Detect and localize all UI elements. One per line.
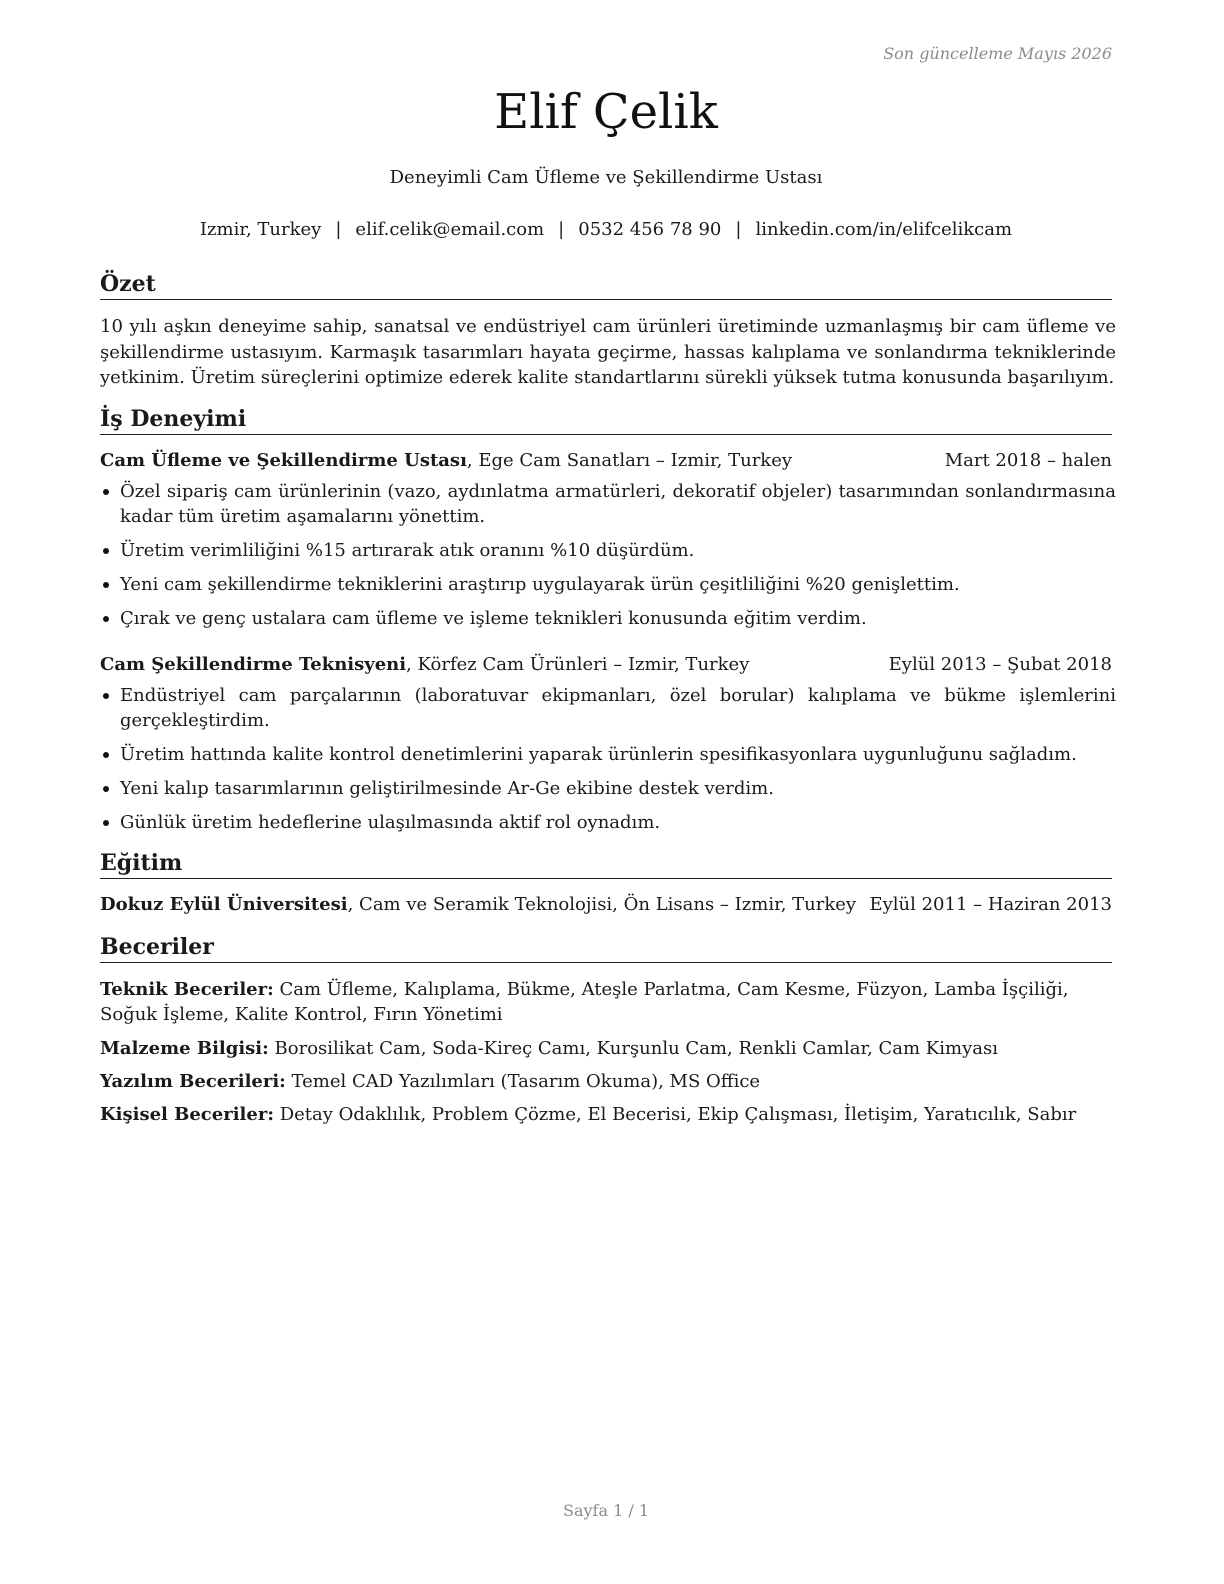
list-item: Üretim hattında kalite kontrol denetimlerini yaparak ürünlerin spesifikasyonlara uygunluğunu sağladım.: [100, 742, 1116, 767]
contact-email[interactable]: elif.celik@email.com: [355, 219, 545, 240]
skill-group: [100, 1069, 1116, 1094]
skill-group: [100, 1036, 1116, 1061]
contact-separator: |: [735, 219, 742, 240]
contact-phone: 0532 456 78 90: [578, 219, 722, 240]
skill-label: Yazılım Becerileri:: [100, 1071, 286, 1092]
job-company: , Körfez Cam Ürünleri – Izmir, Turkey: [406, 654, 750, 675]
education-dates: Eylül 2011 – Haziran 2013: [869, 894, 1112, 915]
skill-value: Cam Üfleme, Kalıplama, Bükme, Ateşle Parlatma, Cam Kesme, Füzyon, Lamba İşçiliği, Soğuk İşleme, Kalite Kontrol, Fırın Yönetimi: [100, 979, 1069, 1025]
skill-label: Malzeme Bilgisi:: [100, 1038, 269, 1059]
job-title: Deneyimli Cam Üfleme ve Şekillendirme Ustası: [389, 167, 823, 188]
job-header: [100, 653, 1112, 677]
skill-group: [100, 1102, 1116, 1127]
list-item: Günlük üretim hedeflerine ulaşılmasında aktif rol oynadım.: [100, 810, 1116, 835]
contact-location: Izmir, Turkey: [199, 219, 322, 240]
list-item: Yeni cam şekillendirme tekniklerini araştırıp uygulayarak ürün çeşitliliğini %20 genişlettim.: [100, 572, 1116, 597]
list-item: Yeni kalıp tasarımlarının geliştirilmesinde Ar-Ge ekibine destek verdim.: [100, 776, 1116, 801]
candidate-name: Elif Çelik: [494, 84, 718, 140]
job-role: Cam Üfleme ve Şekillendirme Ustası: [100, 450, 467, 471]
education-detail: , Cam ve Seramik Teknolojisi, Ön Lisans – Izmir, Turkey: [347, 894, 857, 915]
list-item: Özel sipariş cam ürünlerinin (vazo, aydınlatma armatürleri, dekoratif objeler) tasarımından sonlandırmasına kadar tüm üretim aşamalarını yönettim.: [100, 479, 1116, 529]
page-number: Sayfa 1 / 1: [562, 1501, 649, 1520]
job-dates: Mart 2018 – halen: [944, 450, 1112, 471]
list-item: Endüstriyel cam parçalarının (laboratuvar ekipmanları, özel borular) kalıplama ve bükme işlemlerini gerçekleştirdim.: [100, 683, 1116, 733]
job-role: Cam Şekillendirme Teknisyeni: [100, 654, 407, 675]
job-company: , Ege Cam Sanatları – Izmir, Turkey: [466, 450, 793, 471]
skill-value: Borosilikat Cam, Soda-Kireç Camı, Kurşunlu Cam, Renkli Camlar, Cam Kimyası: [268, 1038, 998, 1059]
skill-value: Detay Odaklılık, Problem Çözme, El Becerisi, Ekip Çalışması, İletişim, Yaratıcılık, Sabır: [273, 1104, 1077, 1125]
list-item: Üretim verimliliğini %15 artırarak atık oranını %10 düşürdüm.: [100, 538, 1116, 563]
skill-group: [100, 977, 1116, 1027]
contact-line: [100, 219, 1112, 240]
job-bullets: [100, 479, 1116, 640]
contact-separator: |: [558, 219, 565, 240]
job-header: [100, 449, 1112, 473]
job-dates: Eylül 2013 – Şubat 2018: [888, 654, 1112, 675]
school-name: Dokuz Eylül Üniversitesi: [100, 894, 348, 915]
job-bullets: [100, 683, 1116, 844]
summary-text: 10 yılı aşkın deneyime sahip, sanatsal ve endüstriyel cam ürünleri üretiminde uzmanlaşmış bir cam üfleme ve şekillendirme ustasıyım. Karmaşık tasarımları hayata geçirme, hassas kalıplama ve sonlandırma tekniklerinde yetkinim. Üretim süreçlerini optimize ederek kalite standartlarını sürekli yüksek tutma konusunda başarılıyım.: [100, 316, 1116, 388]
skill-label: Teknik Beceriler:: [100, 979, 274, 1000]
contact-linkedin[interactable]: linkedin.com/in/elifcelikcam: [755, 219, 1013, 240]
section-heading-skills: Beceriler: [100, 933, 1112, 963]
skill-label: Kişisel Beceriler:: [100, 1104, 274, 1125]
section-heading-experience: İş Deneyimi: [100, 405, 1112, 435]
section-heading-education: Eğitim: [100, 849, 1112, 879]
last-updated: Son güncelleme Mayıs 2026: [883, 44, 1112, 63]
list-item: Çırak ve genç ustalara cam üfleme ve işleme teknikleri konusunda eğitim verdim.: [100, 606, 1116, 631]
skill-value: Temel CAD Yazılımları (Tasarım Okuma), MS Office: [285, 1071, 761, 1092]
contact-separator: |: [335, 219, 342, 240]
section-heading-summary: Özet: [100, 270, 1112, 300]
education-entry: [100, 893, 1112, 917]
